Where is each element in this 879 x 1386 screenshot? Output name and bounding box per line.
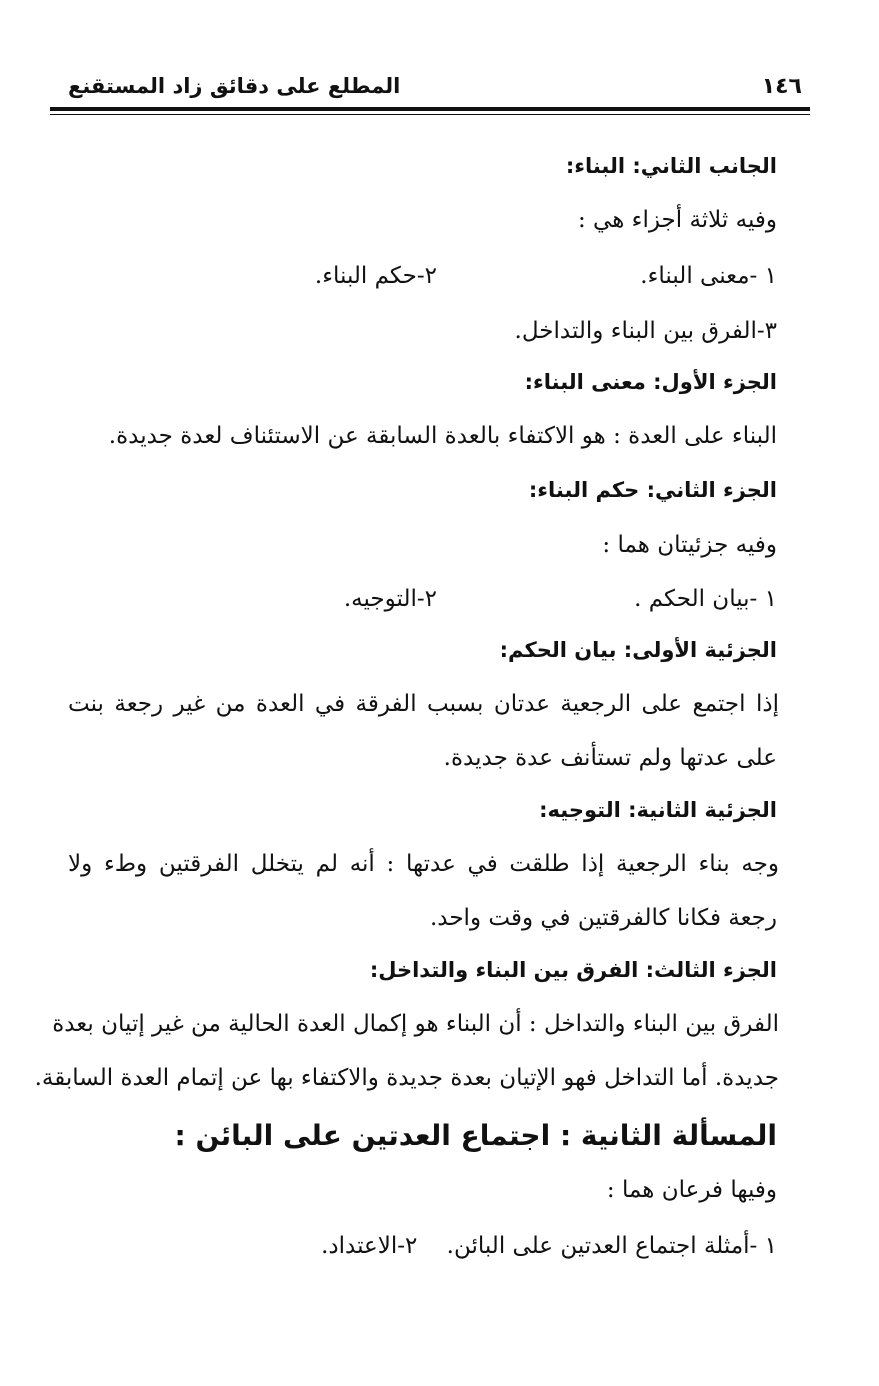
paragraph: البناء على العدة : هو الاكتفاء بالعدة السابقة عن الاستئناف لعدة جديدة. (108, 423, 777, 449)
masala-heading: المسألة الثانية : اجتماع العدتين على البائن : (174, 1119, 777, 1152)
section-heading: الجزء الثالث: الفرق بين البناء والتداخل: (369, 958, 777, 982)
paragraph: وفيها فرعان هما : (606, 1177, 777, 1203)
list-item: ١ -معنى البناء. (640, 263, 777, 289)
list-item: ١ -أمثلة اجتماع العدتين على البائن. (446, 1233, 777, 1259)
section-heading: الجزئية الثانية: التوجيه: (539, 798, 777, 822)
list-item: ١ -بيان الحكم . (634, 586, 777, 612)
page-header (50, 60, 810, 104)
list-item: ٢-حكم البناء. (314, 263, 437, 289)
header-rule-thick (50, 107, 810, 111)
paragraph-line: إذا اجتمع على الرجعية عدتان بسبب الفرقة في العدة من غير رجعة بنت (68, 691, 779, 717)
list-item: ٢-التوجيه. (343, 586, 437, 612)
paragraph-line: وجه بناء الرجعية إذا طلقت في عدتها : أنه لم يتخلل الفرقتين وطء ولا (68, 851, 779, 877)
section-heading: الجزء الثاني: حكم البناء: (528, 478, 777, 502)
paragraph-line: رجعة فكانا كالفرقتين في وقت واحد. (429, 905, 777, 931)
section-heading: الجانب الثاني: البناء: (565, 154, 777, 178)
section-heading: الجزئية الأولى: بيان الحكم: (499, 638, 777, 662)
paragraph: وفيه جزئيتان هما : (602, 532, 777, 558)
list-row (72, 581, 777, 617)
list-row (72, 258, 777, 294)
page-number: ١٤٦ (761, 74, 802, 99)
paragraph-line: على عدتها ولم تستأنف عدة جديدة. (443, 745, 777, 771)
paragraph: وفيه ثلاثة أجزاء هي : (577, 207, 777, 233)
list-item: ٣-الفرق بين البناء والتداخل. (514, 318, 777, 344)
running-title: المطلع على دقائق زاد المستقنع (68, 74, 401, 98)
paragraph-line: جديدة. أما التداخل فهو الإتيان بعدة جديدة والاكتفاء بها عن إتمام العدة السابقة. (34, 1065, 779, 1091)
list-item: ٢-الاعتداد. (321, 1233, 418, 1259)
header-rule-thin (50, 114, 810, 115)
paragraph-line: الفرق بين البناء والتداخل : أن البناء هو إكمال العدة الحالية من غير إتيان بعدة (52, 1011, 779, 1037)
list-row (72, 1228, 777, 1264)
section-heading: الجزء الأول: معنى البناء: (524, 370, 777, 394)
